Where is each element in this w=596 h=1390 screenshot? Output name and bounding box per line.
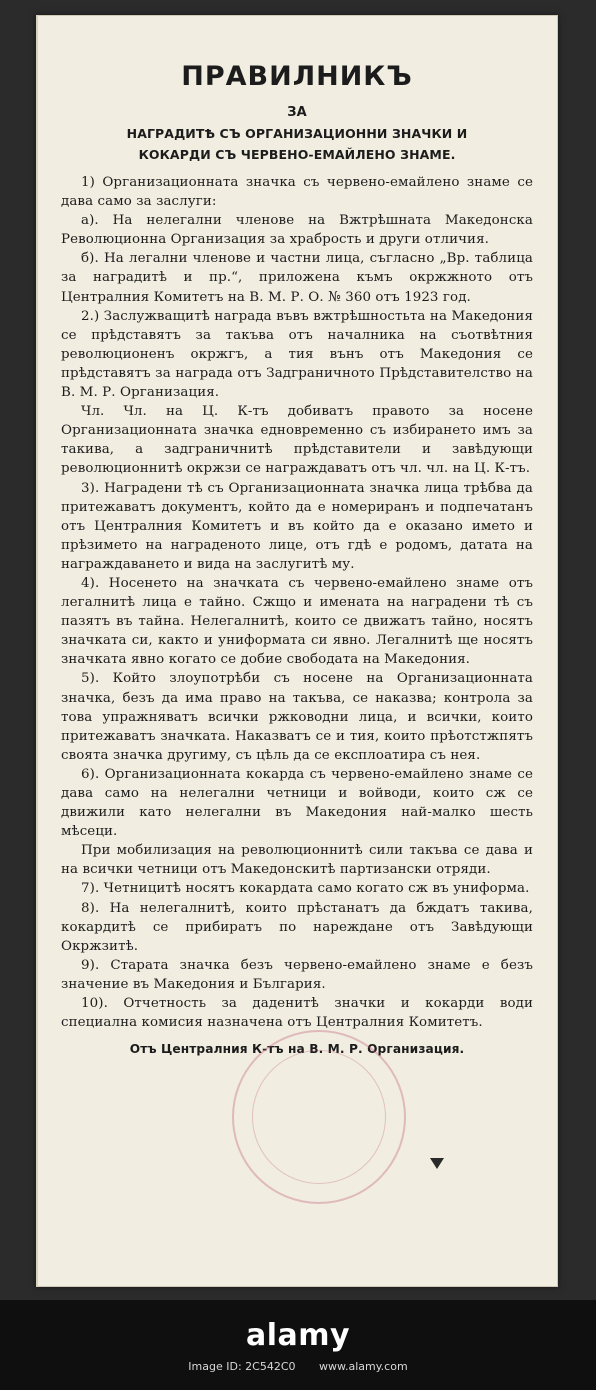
paragraph-1b: б). На легални членове и частни лица, съгласно „Вр. таблица за наградитѣ и пр.“, приложена къмъ окржжното отъ Централния Комитетъ на В. М. Р. О. № 360 отъ 1923 год. <box>61 251 533 305</box>
document-signature: Отъ Централния К-тъ на В. М. Р. Организация. <box>129 1042 465 1057</box>
sheet-edge <box>36 15 38 1287</box>
paragraph-2: 2.) Заслужващитѣ награда въвъ вжтрѣшностьта на Македония се прѣдставятъ за такъва отъ началника на съотвѣтния революционенъ окржгъ, а тия вънъ отъ Македония се прѣдставятъ за награда отъ Задграничното Прѣдставителство на В. М. Р. Организация. <box>61 308 533 401</box>
paragraph-9: 9). Старата значка безъ червено-емайлено знаме е безъ значение въ Македония и България. <box>61 957 533 992</box>
subtitle-line-2: КОКАРДИ СЪ ЧЕРВЕНО-ЕМАЙЛЕНО ЗНАМЕ. <box>138 147 456 162</box>
paragraph-7: 7). Четницитѣ носятъ кокардата само когато сж въ униформа. <box>81 881 530 897</box>
document-title: ПРАВИЛНИКЪ <box>181 61 413 92</box>
watermark-logo: alamy <box>245 1318 351 1353</box>
paragraph-1: 1) Организационната значка съ червено-емайлено знаме се дава само за заслуги: <box>61 175 533 210</box>
paragraph-8: 8). На нелегалнитѣ, които прѣстанатъ да бждатъ такива, кокардитѣ се прибиратъ по нареждане отъ Завѣдующи Окржзитѣ. <box>61 900 533 954</box>
stamp-mark-icon <box>430 1158 444 1169</box>
watermark-site: www.alamy.com <box>319 1360 408 1373</box>
paragraph-6: 6). Организационната кокарда съ червено-емайлено знаме се дава само на нелегални четници и войводи, които сж се движили като нелегални въ Македония най-малко шесть мѣсеци. <box>61 766 533 840</box>
paragraph-3: 3). Наградени тѣ съ Организационната значка лица трѣбва да притежаватъ документъ, който да е номериранъ и подпечатанъ отъ Централния Комитетъ и въ който да е оказано името и прѣзимето на награденото лице, отъ гдѣ е родомъ, датата на награждаването и вида на заслугитѣ му. <box>61 480 533 572</box>
paragraph-1a: а). На нелегални членове на Вжтрѣшната Македонска Революционна Организация за храбрость и други отличия. <box>61 213 533 248</box>
paragraph-6-mobilization: При мобилизация на революционнитѣ сили такъва се дава и на всички четници отъ Македонскитѣ партизански отряди. <box>61 843 533 878</box>
paragraph-2-members: Чл. Чл. на Ц. К-тъ добиватъ правото за носене Организационната значка едновременно съ избирането имъ за такива, а задграничнитѣ прѣдставители и завѣдующи революционнитѣ окржзи се награждаватъ отъ чл. чл. на Ц. К-тъ. <box>61 404 533 477</box>
paragraph-10: 10). Отчетность за даденитѣ значки и кокарди води специална комисия назначена отъ Централния Комитетъ. <box>61 996 533 1031</box>
watermark-info <box>0 1360 596 1373</box>
subtitle-line-1: НАГРАДИТѢ СЪ ОРГАНИЗАЦИОННИ ЗНАЧКИ И <box>126 126 468 141</box>
subtitle-za: ЗА <box>287 105 307 120</box>
document-subtitle <box>61 102 533 165</box>
paragraph-4: 4). Носенето на значката съ червено-емайлено знаме отъ легалнитѣ лица е тайно. Сжщо и имената на наградени тѣ съ пазятъ въ тайна. Нелегалнитѣ, които се движатъ тайно, носятъ значката си, както и униформата си явно. Легалнитѣ ще носятъ значката явно когато се добие свободата на Македония. <box>61 575 533 668</box>
paragraph-5: 5). Който злоупотрѣби съ носене на Организационната значка, безъ да има право на такъва, се наказва; контрола за това упражняватъ всички ржководни лица, и всички, които притежаватъ значката. Наказватъ се и тия, които прѣотстжпятъ своята значка другиму, съ цѣль да се експлоатира съ нея. <box>61 671 533 763</box>
watermark-image-id: Image ID: 2C542C0 <box>188 1360 296 1373</box>
document-sheet <box>36 15 558 1287</box>
document-body <box>61 60 533 1056</box>
